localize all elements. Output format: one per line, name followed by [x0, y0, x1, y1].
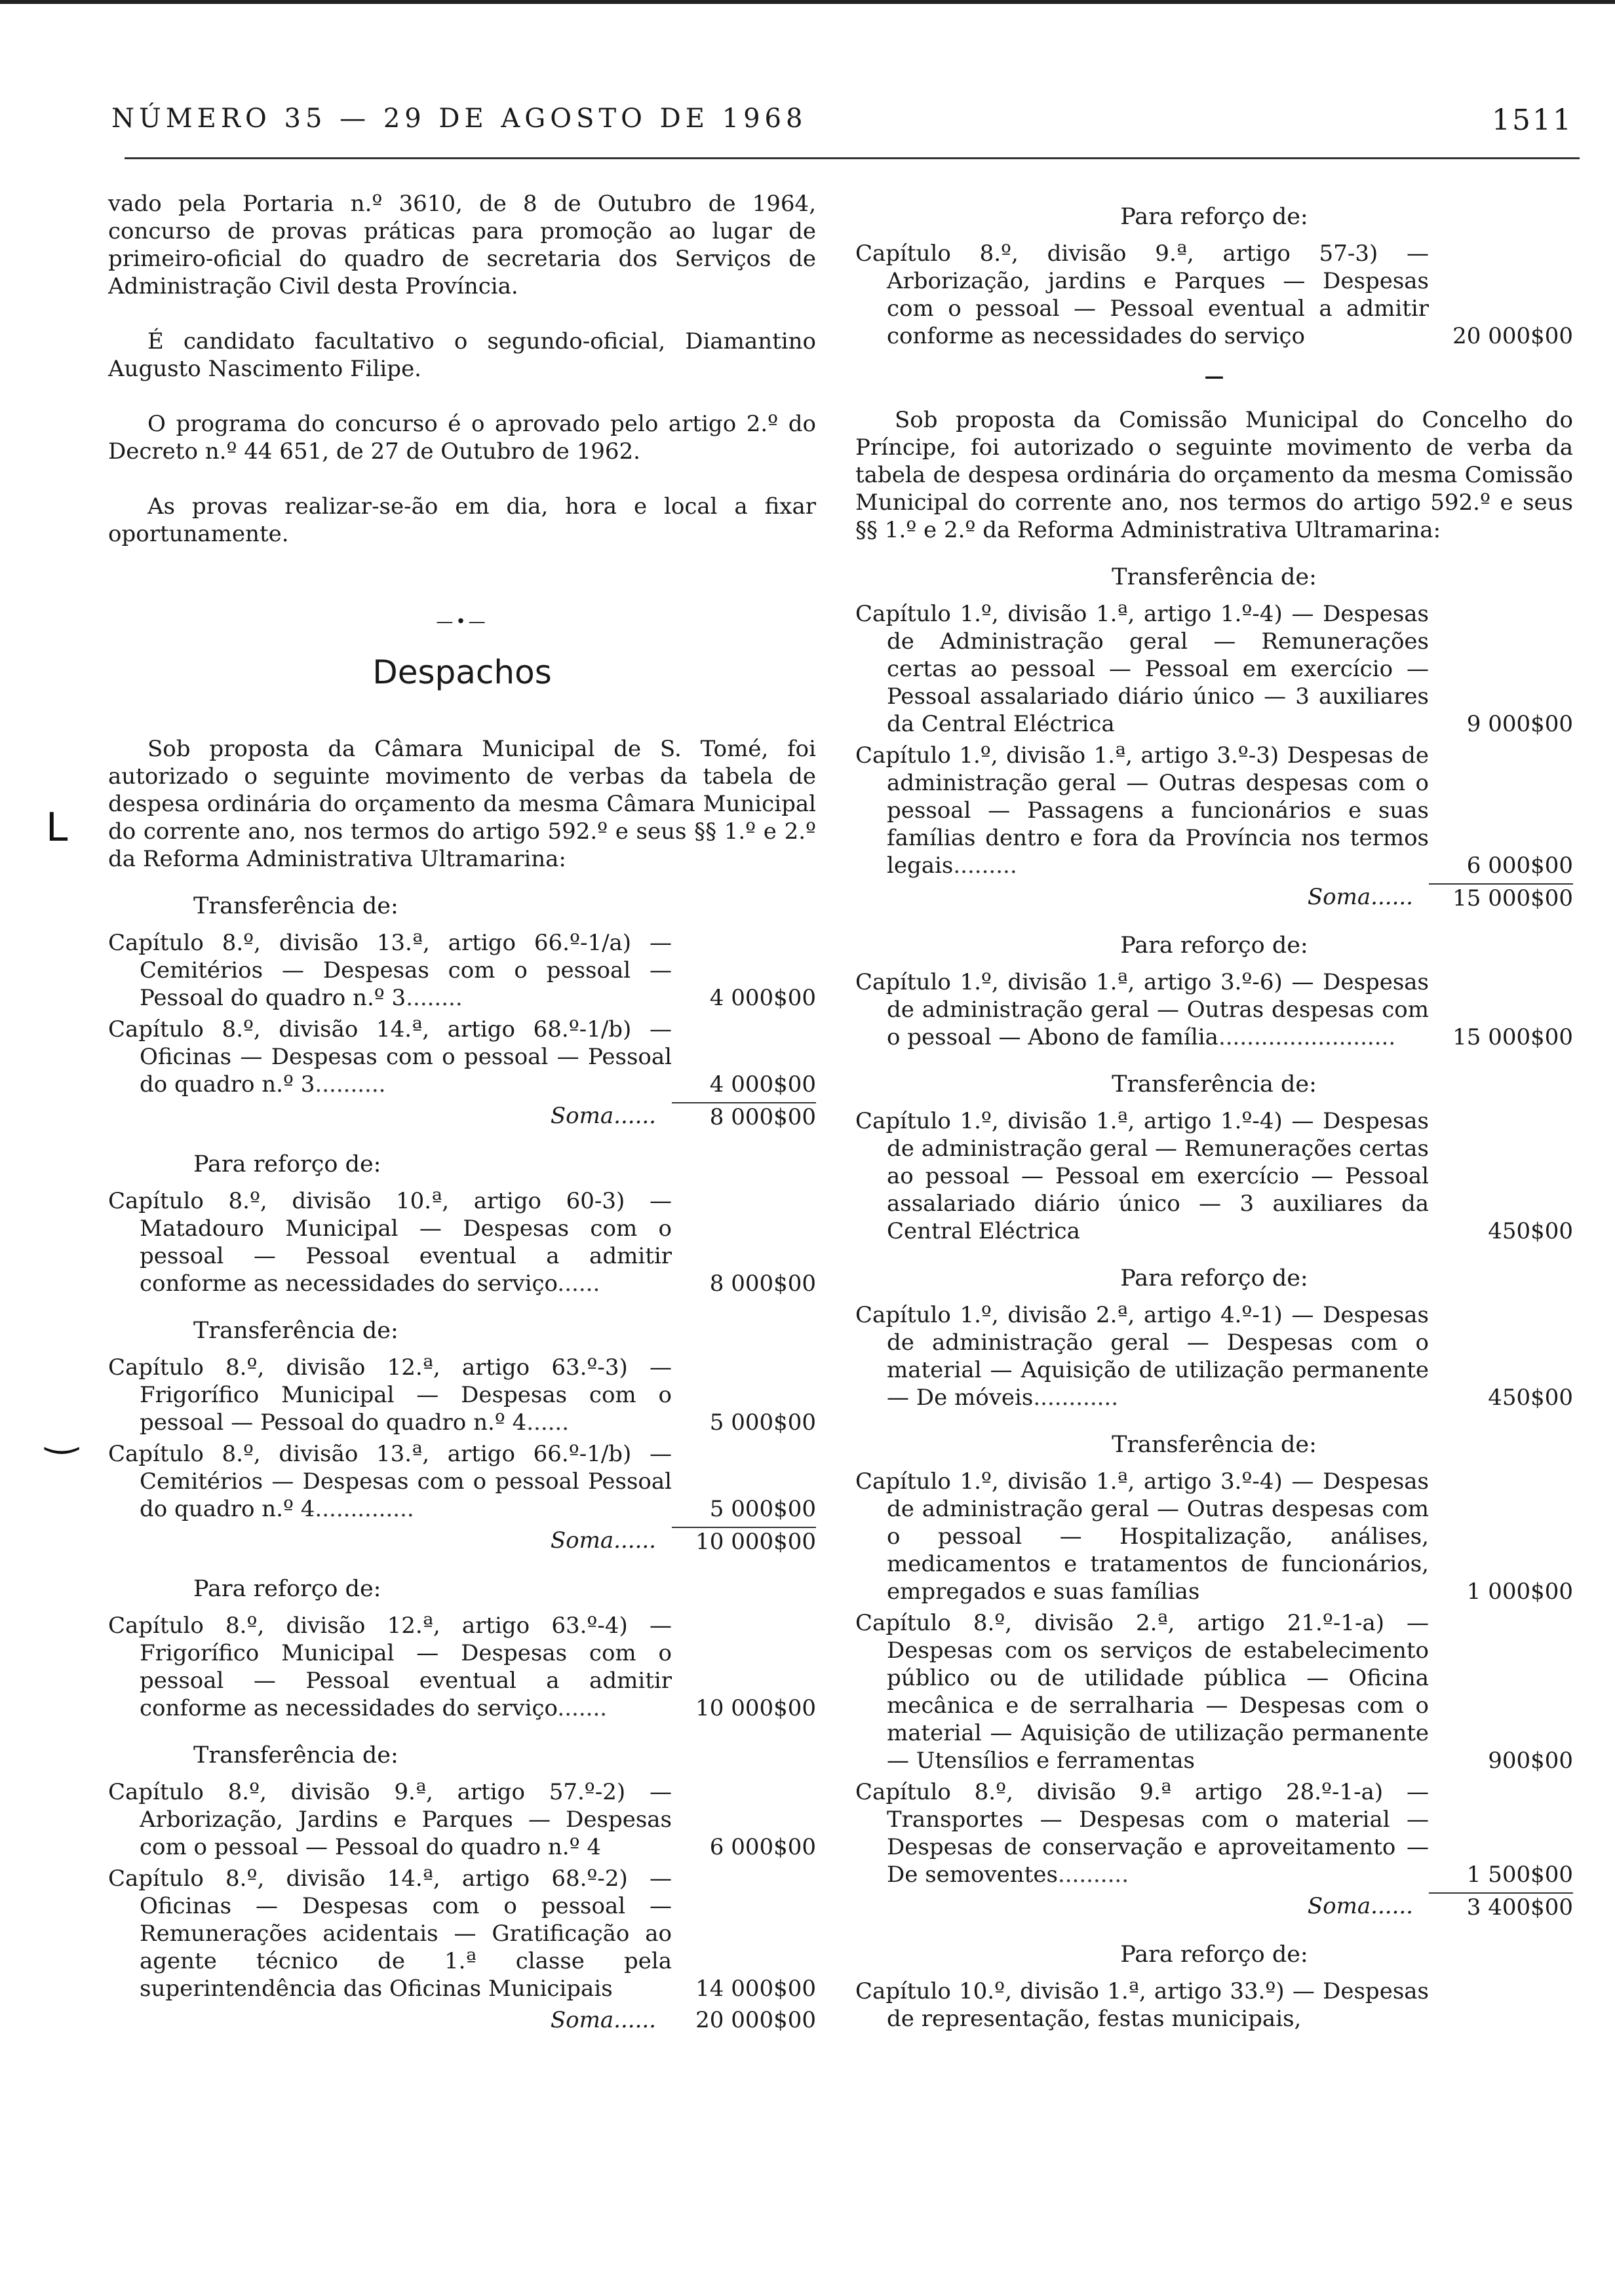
entry-amount: 4 000$00: [709, 1071, 816, 1098]
entry-amount: 6 000$00: [1466, 852, 1573, 879]
budget-entry: Capítulo 1.º, divisão 1.ª, artigo 3.º-3) Despesas de administração geral — Outras despesas com o pessoal — Passagens a funcionários e suas famílias dentro e fora da Província nos termos legais......... 6 000$00: [855, 742, 1573, 879]
soma-row: Soma...... 3 400$00: [1307, 1893, 1573, 1921]
scan-top-edge: [0, 0, 1615, 4]
reforco-label: Para reforço de:: [193, 1576, 381, 1602]
entry-amount: 900$00: [1488, 1748, 1573, 1774]
entry-amount: 8 000$00: [709, 1271, 816, 1297]
soma-amount: 15 000$00: [1429, 883, 1573, 912]
soma-amount: 3 400$00: [1429, 1892, 1573, 1921]
intro-paragraph: O programa do concurso é o aprovado pelo artigo 2.º do Decreto n.º 44 651, de 27 de Outubro de 1962.: [108, 411, 816, 465]
budget-entry: Capítulo 8.º, divisão 9.ª, artigo 57.º-2) — Arborização, Jardins e Parques — Despesas com o pessoal — Pessoal do quadro n.º 4 6 000$00: [108, 1779, 816, 1860]
transferencia-label: Transferência de:: [1112, 1432, 1317, 1458]
entry-amount: 1 000$00: [1466, 1578, 1573, 1605]
page-header: [111, 98, 1586, 144]
entry-amount: 14 000$00: [695, 1976, 816, 2002]
budget-entry: Capítulo 8.º, divisão 12.ª, artigo 63.º-3) — Frigorífico Municipal — Despesas com o pessoal — Pessoal do quadro n.º 4...... 5 000$00: [108, 1354, 816, 1436]
budget-entry: Capítulo 1.º, divisão 2.ª, artigo 4.º-1) — Despesas de administração geral — Despesas com o material — Aquisição de utilização permanente — De móveis............ 450$00: [855, 1302, 1573, 1411]
entry-amount: 450$00: [1488, 1218, 1573, 1244]
entry-amount: 4 000$00: [709, 985, 816, 1011]
budget-entry: Capítulo 8.º, divisão 10.ª, artigo 60-3) — Matadouro Municipal — Despesas com o pessoal — Pessoal eventual a admitir conforme as necessidades do serviço...... 8 000$00: [108, 1188, 816, 1297]
reforco-label: Para reforço de:: [1120, 204, 1308, 230]
despacho-lead: Sob proposta da Comissão Municipal do Concelho do Príncipe, foi autorizado o seguinte movimento de verba da tabela de despesa ordinária do orçamento da mesma Comissão Municipal do corrente ano, nos termos do artigo 592.º e seus §§ 1.º e 2.º da Reforma Administrativa Ultramarina:: [855, 407, 1573, 543]
intro-paragraph: É candidato facultativo o segundo-oficial, Diamantino Augusto Nascimento Filipe.: [108, 328, 816, 382]
entry-amount: 9 000$00: [1466, 711, 1573, 737]
despacho-lead: Sob proposta da Câmara Municipal de S. Tomé, foi autorizado o seguinte movimento de verbas da tabela de despesa ordinária do orçamento da mesma Câmara Municipal do corrente ano, nos termos do artigo 592.º e seus §§ 1.º e 2.º da Reforma Administrativa Ultramarina:: [108, 736, 816, 872]
budget-entry: Capítulo 1.º, divisão 1.ª, artigo 1.º-4) — Despesas de administração geral — Remunerações certas ao pessoal — Pessoal em exercício — Pessoal assalariado diário único — 3 auxiliares da Central Eléctrica 450$00: [855, 1108, 1573, 1244]
budget-entry: Capítulo 8.º, divisão 13.ª, artigo 66.º-1/a) — Cemitérios — Despesas com o pessoal — Pessoal do quadro n.º 3........ 4 000$00: [108, 930, 816, 1011]
reforco-label: Para reforço de:: [1120, 1265, 1308, 1292]
header-rule: [125, 157, 1580, 159]
soma-row: Soma...... 20 000$00: [550, 2007, 816, 2033]
transferencia-label: Transferência de:: [1112, 564, 1317, 590]
soma-amount: 20 000$00: [695, 2007, 816, 2033]
entry-amount: 5 000$00: [709, 1409, 816, 1436]
budget-entry: Capítulo 1.º, divisão 1.ª, artigo 3.º-6) — Despesas de administração geral — Outras despesas com o pessoal — Abono de família......................... 15 000$00: [855, 969, 1573, 1050]
transferencia-label: Transferência de:: [193, 893, 399, 919]
budget-entry: Capítulo 8.º, divisão 2.ª, artigo 21.º-1-a) — Despesas com os serviços de estabelecimento público ou de utilidade pública — Oficina mecânica e de serralharia — Despesas com o material — Aquisição de utilização permanente — Utensílios e ferramentas 900$00: [855, 1610, 1573, 1774]
margin-mark: ‿: [46, 1409, 78, 1455]
budget-entry: Capítulo 10.º, divisão 1.ª, artigo 33.º) — Despesas de representação, festas municipais,: [855, 1978, 1429, 2032]
reforco-label: Para reforço de:: [193, 1151, 381, 1177]
entry-amount: 15 000$00: [1452, 1024, 1573, 1050]
transferencia-label: Transferência de:: [193, 1318, 399, 1344]
section-heading: Despachos: [372, 653, 552, 691]
entry-amount: 10 000$00: [695, 1695, 816, 1721]
budget-entry: Capítulo 1.º, divisão 1.ª, artigo 3.º-4) — Despesas de administração geral — Outras despesas com o pessoal — Hospitalização, análises, medicamentos e tratamentos de funcionários, empregados e suas famílias 1 000$00: [855, 1468, 1573, 1605]
budget-entry: Capítulo 1.º, divisão 1.ª, artigo 1.º-4) — Despesas de Administração geral — Remunerações certas ao pessoal — Pessoal em exercício — Pessoal assalariado diário único — 3 auxiliares da Central Eléctrica 9 000$00: [855, 601, 1573, 737]
entry-amount: 5 000$00: [709, 1496, 816, 1522]
soma-row: Soma...... 8 000$00: [550, 1103, 816, 1130]
soma-row: Soma...... 15 000$00: [1307, 884, 1573, 911]
intro-paragraph: vado pela Portaria n.º 3610, de 8 de Outubro de 1964, concurso de provas práticas para promoção ao lugar de primeiro-oficial do quadro de secretaria dos Serviços de Administração Civil desta Província.: [108, 191, 816, 299]
budget-entry: Capítulo 8.º, divisão 9.ª artigo 28.º-1-a) — Transportes — Despesas com o material — Despesas de conservação e aproveitamento — De semoventes.......... 1 500$00: [855, 1779, 1573, 1888]
entry-amount: 20 000$00: [1452, 323, 1573, 349]
budget-entry: Capítulo 8.º, divisão 14.ª, artigo 68.º-2) — Oficinas — Despesas com o pessoal — Remunerações acidentais — Gratificação ao agente técnico de 1.ª classe pela superintendência das Oficinas Municipais 14 000$00: [108, 1866, 816, 2002]
budget-entry: Capítulo 8.º, divisão 12.ª, artigo 63.º-4) — Frigorífico Municipal — Despesas com o pessoal — Pessoal eventual a admitir conforme as necessidades do serviço....... 10 000$00: [108, 1613, 816, 1721]
transferencia-label: Transferência de:: [1112, 1071, 1317, 1098]
section-ornament: —•—: [436, 612, 488, 632]
page-number: 1511: [1492, 104, 1573, 137]
margin-mark: ᒪ: [46, 805, 68, 851]
issue-title: NÚMERO 35 — 29 DE AGOSTO DE 1968: [111, 104, 808, 134]
entry-amount: 450$00: [1488, 1385, 1573, 1411]
soma-amount: 8 000$00: [672, 1102, 816, 1131]
reforco-label: Para reforço de:: [1120, 932, 1308, 959]
reforco-label: Para reforço de:: [1120, 1942, 1308, 1968]
left-column: [108, 190, 816, 2038]
intro-paragraph: As provas realizar-se-ão em dia, hora e local a fixar oportunamente.: [108, 493, 816, 547]
separator-dash: —: [1204, 365, 1224, 388]
entry-amount: 6 000$00: [709, 1834, 816, 1860]
soma-row: Soma...... 10 000$00: [550, 1527, 816, 1555]
transferencia-label: Transferência de:: [193, 1742, 399, 1769]
right-column: [855, 190, 1573, 2037]
budget-entry: Capítulo 8.º, divisão 9.ª, artigo 57-3) — Arborização, jardins e Parques — Despesas com o pessoal — Pessoal eventual a admitir conforme as necessidades do serviço 20 000$00: [855, 240, 1573, 349]
budget-entry: Capítulo 8.º, divisão 14.ª, artigo 68.º-1/b) — Oficinas — Despesas com o pessoal — Pessoal do quadro n.º 3.......... 4 000$00: [108, 1016, 816, 1098]
entry-amount: 1 500$00: [1466, 1862, 1573, 1888]
budget-entry: Capítulo 8.º, divisão 13.ª, artigo 66.º-1/b) — Cemitérios — Despesas com o pessoal Pessoal do quadro n.º 4.............. 5 000$00: [108, 1441, 816, 1522]
soma-amount: 10 000$00: [672, 1527, 816, 1556]
